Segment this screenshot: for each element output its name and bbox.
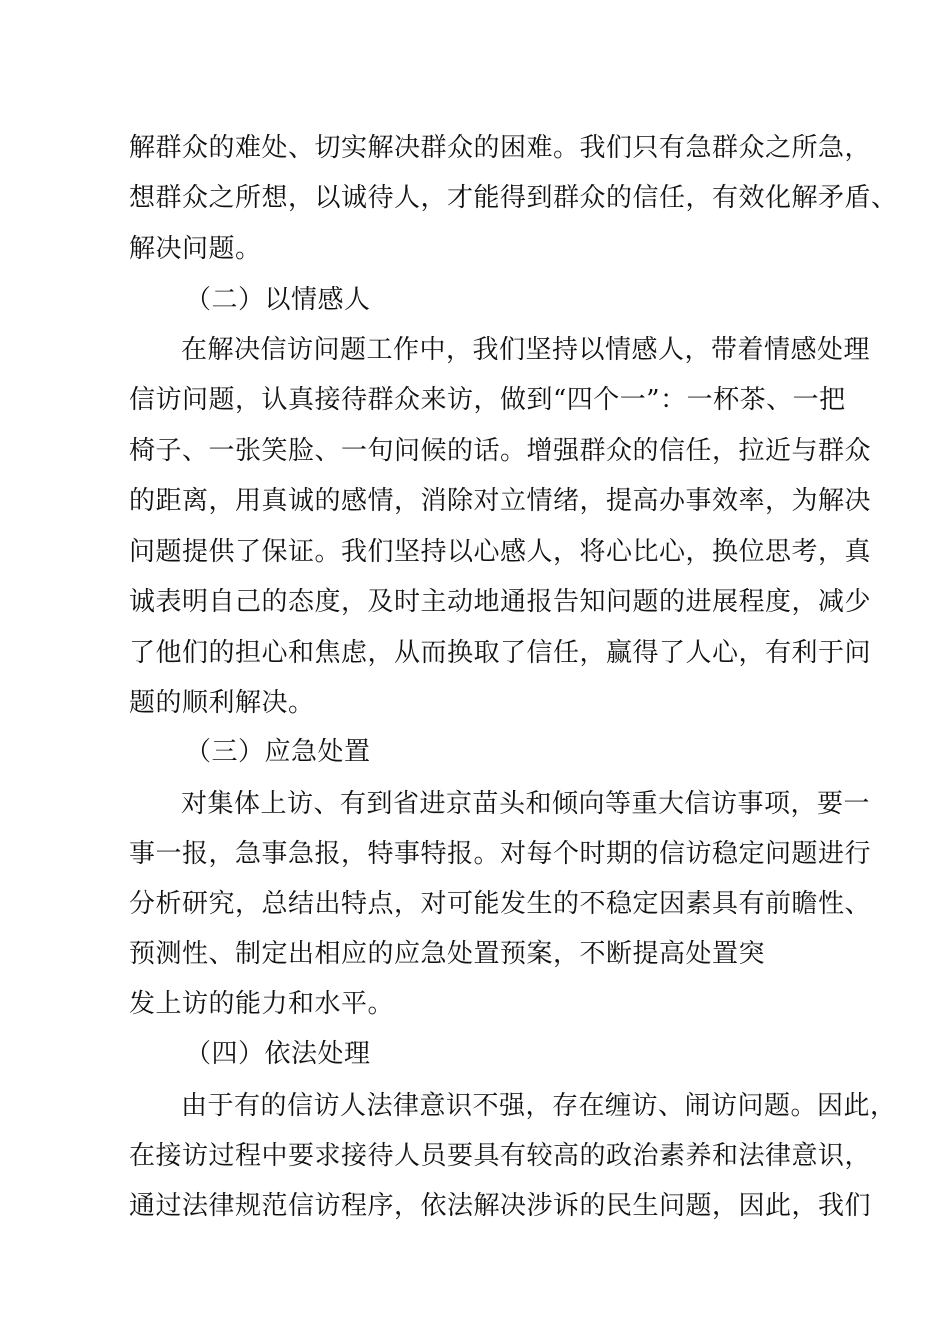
- paragraph-line: 预测性、制定出相应的应急处置预案，不断提高处置突: [129, 939, 766, 969]
- paragraph-line: 问题提供了保证。我们坚持以心感人，将心比心，换位思考，真: [129, 537, 872, 567]
- paragraph-line: 对集体上访、有到省进京苗头和倾向等重大信访事项，要一: [181, 789, 871, 819]
- paragraph-line: 由于有的信访人法律意识不强，存在缠访、闹访问题。因此，: [181, 1091, 897, 1121]
- section-heading: （四）依法处理: [185, 1039, 371, 1069]
- paragraph-line: 在接访过程中要求接待人员要具有较高的政治素养和法律意识，: [129, 1141, 872, 1171]
- paragraph-line: 事一报，急事急报，特事特报。对每个时期的信访稳定问题进行: [129, 839, 872, 869]
- paragraph-line: 发上访的能力和水平。: [129, 989, 395, 1019]
- paragraph-line: 了他们的担心和焦虑，从而换取了信任，赢得了人心，有利于问: [129, 638, 872, 668]
- section-heading: （二）以情感人: [185, 285, 371, 315]
- paragraph-line: 椅子、一张笑脸、一句问候的话。增强群众的信任，拉近与群众: [129, 436, 872, 466]
- section-heading: （三）应急处置: [185, 737, 371, 767]
- paragraph-line: 想群众之所想，以诚待人，才能得到群众的信任，有效化解矛盾、: [129, 183, 898, 213]
- paragraph-line: 题的顺利解决。: [129, 688, 315, 718]
- paragraph-line: 解群众的难处、切实解决群众的困难。我们只有急群众之所急，: [129, 133, 872, 163]
- paragraph-line: 在解决信访问题工作中，我们坚持以情感人，带着情感处理: [181, 335, 871, 365]
- paragraph-line: 信访问题，认真接待群众来访，做到“四个一”：一杯茶、一把: [129, 385, 846, 415]
- paragraph-line: 诚表明自己的态度，及时主动地通报告知问题的进展程度，减少: [129, 587, 872, 617]
- paragraph-line: 的距离，用真诚的感情，消除对立情绪，提高办事效率，为解决: [129, 486, 872, 516]
- paragraph-line: 通过法律规范信访程序，依法解决涉诉的民生问题，因此，我们: [129, 1191, 872, 1221]
- paragraph-line: 解决问题。: [129, 234, 262, 264]
- paragraph-line: 分析研究，总结出特点，对可能发生的不稳定因素具有前瞻性、: [129, 889, 872, 919]
